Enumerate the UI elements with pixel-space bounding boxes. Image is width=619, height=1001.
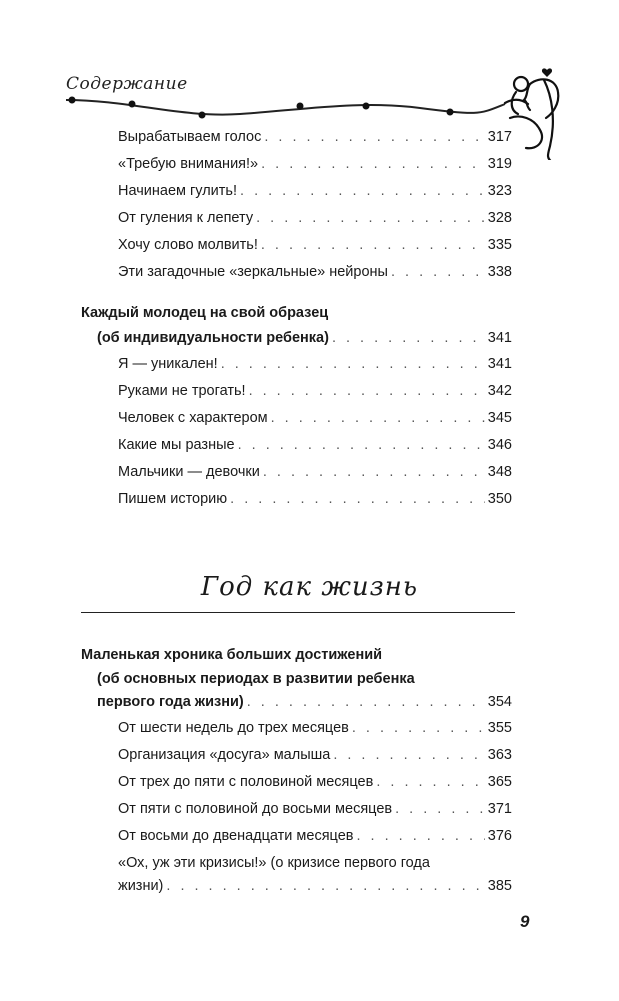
toc-entry-page: 355 <box>487 720 512 736</box>
toc-entry[interactable] <box>118 236 512 254</box>
toc-entry-page: 317 <box>487 129 512 145</box>
toc-leader <box>166 877 484 895</box>
section-heading-page: 354 <box>487 694 512 710</box>
toc-entry-title: От шести недель до трех месяцев <box>118 720 349 736</box>
toc-leader <box>264 128 484 146</box>
toc-entry[interactable] <box>118 800 512 818</box>
toc-entry[interactable] <box>118 490 512 508</box>
toc-entry[interactable] <box>118 463 512 481</box>
section-heading-title: (об индивидуальности ребенка) <box>97 330 329 346</box>
toc-entry-page: 371 <box>487 801 512 817</box>
toc-entry-page: 323 <box>487 183 512 199</box>
toc-entry-page: 341 <box>487 356 512 372</box>
toc-entry-page: 348 <box>487 464 512 480</box>
toc-leader <box>376 773 484 791</box>
toc-entry-title: Я — уникален! <box>118 356 218 372</box>
toc-entry-title: Вырабатываем голос <box>118 129 262 145</box>
toc-leader <box>240 182 485 200</box>
toc-entry-title: Организация «досуга» малыша <box>118 747 331 763</box>
vine-dots <box>69 97 454 119</box>
toc-entry-page: 385 <box>487 878 512 894</box>
running-header-title: Содержание <box>66 74 188 94</box>
toc-entry-title: жизни) <box>118 878 164 894</box>
toc-entry-title: От гуления к лепету <box>118 210 254 226</box>
toc-leader <box>352 719 485 737</box>
toc-entry-page: 319 <box>487 156 512 172</box>
toc-entry-page: 328 <box>487 210 512 226</box>
toc-entry-page: 363 <box>487 747 512 763</box>
toc-entry-page: 350 <box>487 491 512 507</box>
toc-entry-page: 342 <box>487 383 512 399</box>
toc-entry-title: Начинаем гулить! <box>118 183 238 199</box>
toc-leader <box>221 355 485 373</box>
toc-leader <box>256 209 485 227</box>
toc-entry-page: 338 <box>487 264 512 280</box>
toc-entry-title: От трех до пяти с половиной месяцев <box>118 774 374 790</box>
toc-leader <box>249 382 485 400</box>
toc-entry-title: Какие мы разные <box>118 437 235 453</box>
page-number: 9 <box>520 912 530 931</box>
toc-entry-title: Хочу слово молвить! <box>118 237 258 253</box>
toc-entry-title: От пяти с половиной до восьми месяцев <box>118 801 393 817</box>
toc-entry[interactable] <box>118 409 512 427</box>
toc-leader <box>247 693 485 711</box>
toc-entry[interactable] <box>118 209 512 227</box>
toc-leader <box>271 409 485 427</box>
toc-entry-page: 335 <box>487 237 512 253</box>
toc-leader <box>391 263 485 281</box>
toc-entry[interactable] <box>118 827 512 845</box>
toc-leader <box>261 236 485 254</box>
toc-entry-page: 365 <box>487 774 512 790</box>
toc-entry-title: «Требую внимания!» <box>118 156 259 172</box>
toc-leader <box>261 155 485 173</box>
section-heading-line: Маленькая хроника больших достижений <box>81 647 383 663</box>
toc-entry-title: Человек с характером <box>118 410 268 426</box>
toc-leader <box>332 329 485 347</box>
section-heading-title: первого года жизни) <box>97 694 244 710</box>
toc-entry[interactable] <box>118 746 512 764</box>
toc-entry[interactable] <box>118 128 512 146</box>
toc-entry-title: Мальчики — девочки <box>118 464 260 480</box>
toc-leader <box>333 746 484 764</box>
part-title: Год как жизнь <box>200 572 419 602</box>
toc-entry[interactable] <box>118 877 512 895</box>
toc-entry[interactable] <box>118 382 512 400</box>
toc-leader <box>238 436 485 454</box>
toc-entry[interactable] <box>118 182 512 200</box>
toc-entry-title: Эти загадочные «зеркальные» нейроны <box>118 264 388 280</box>
toc-leader <box>356 827 484 845</box>
heart-icon <box>542 68 552 77</box>
toc-entry-title-line: «Ох, уж эти кризисы!» (о кризисе первого года <box>118 855 430 871</box>
toc-entry[interactable] <box>118 773 512 791</box>
toc-entry-page: 345 <box>487 410 512 426</box>
toc-entry[interactable] <box>118 355 512 373</box>
toc-entry-title: От восьми до двенадцати месяцев <box>118 828 354 844</box>
toc-entry[interactable] <box>118 263 512 281</box>
toc-leader <box>395 800 485 818</box>
section-heading-entry[interactable] <box>97 329 512 347</box>
toc-leader <box>230 490 485 508</box>
section-heading-line: Каждый молодец на свой образец <box>81 305 329 321</box>
toc-leader <box>263 463 485 481</box>
toc-entry[interactable] <box>118 155 512 173</box>
toc-entry-page: 376 <box>487 828 512 844</box>
section-heading-line: (об основных периодах в развитии ребенка <box>97 671 415 687</box>
toc-entry-title: Руками не трогать! <box>118 383 246 399</box>
toc-entry[interactable] <box>118 436 512 454</box>
part-title-rule <box>81 612 515 613</box>
section-heading-page: 341 <box>487 330 512 346</box>
toc-entry-title: Пишем историю <box>118 491 228 507</box>
section-heading-entry[interactable] <box>97 693 512 711</box>
toc-entry-page: 346 <box>487 437 512 453</box>
toc-entry[interactable] <box>118 719 512 737</box>
mother-child-silhouette-icon <box>505 77 558 160</box>
